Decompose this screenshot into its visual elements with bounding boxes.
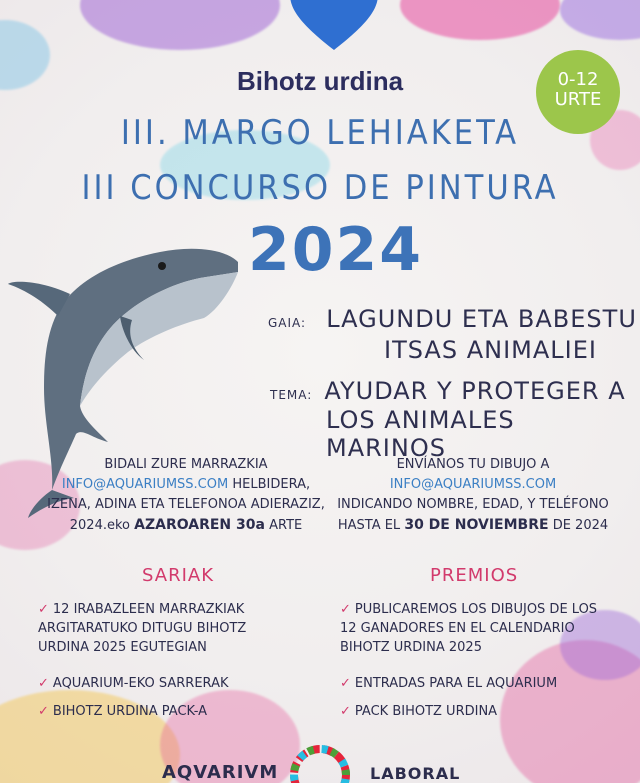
prize-basque-3: [38, 702, 288, 721]
check-icon: ✓: [38, 602, 49, 617]
paint-splatter: [80, 0, 280, 50]
submission-spanish-deadline-suffix: DE 2024: [552, 518, 609, 533]
prize-basque-1-text: 12 IRABAZLEEN MARRAZKIAK ARGITARATUKO DITUGU BIHOTZ URDINA 2025 EGUTEGIAN: [38, 602, 247, 655]
theme-spanish: [270, 377, 626, 405]
submission-basque-email[interactable]: INFO@AQUARIUMSS.COM: [61, 477, 229, 492]
check-icon: ✓: [340, 602, 351, 617]
heart-icon: [288, 0, 380, 52]
submission-basque-line3: IZENA, ADINA ETA TELEFONOA ADIERAZIZ,: [47, 497, 325, 512]
contest-year: 2024: [248, 215, 423, 285]
theme-spanish-line2: [326, 406, 640, 462]
check-icon: ✓: [38, 704, 49, 719]
prize-spanish-2: [340, 674, 610, 693]
submission-spanish-line3: INDICANDO NOMBRE, EDAD, Y TELÉFONO: [337, 497, 609, 512]
submission-basque-deadline: AZAROAREN 30a: [134, 517, 265, 533]
check-icon: ✓: [38, 676, 49, 691]
theme-basque-text-2: ITSAS ANIMALIEI: [384, 336, 597, 364]
submission-basque-deadline-prefix: 2024.eko: [69, 518, 130, 533]
prize-basque-3-text: BIHOTZ URDINA PACK-A: [52, 704, 207, 719]
prize-spanish-3-text: PACK BIHOTZ URDINA: [354, 704, 498, 719]
submission-basque-line1: BIDALI ZURE MARRAZKIA: [104, 457, 268, 472]
prize-spanish-2-text: ENTRADAS PARA EL AQUARIUM: [354, 676, 558, 691]
submission-spanish-deadline-prefix: HASTA EL: [337, 518, 401, 533]
theme-basque-label: GAIA:: [268, 316, 307, 330]
theme-basque-text-1: LAGUNDU ETA BABESTU: [326, 305, 637, 333]
submission-spanish: [336, 455, 610, 536]
prize-spanish-1-text: PUBLICAREMOS LOS DIBUJOS DE LOS 12 GANADORES EN EL CALENDARIO BIHOTZ URDINA 2025: [340, 602, 598, 655]
submission-basque-deadline-suffix: ARTE: [269, 518, 303, 533]
laboral-logo: LABORAL: [370, 764, 461, 783]
paint-splatter: [560, 0, 640, 40]
prizes-basque-title: SARIAK: [142, 565, 215, 586]
theme-spanish-label: TEMA:: [270, 388, 313, 402]
theme-spanish-text-1: AYUDAR Y PROTEGER A: [324, 377, 626, 405]
submission-spanish-email[interactable]: INFO@AQUARIUMSS.COM: [389, 477, 557, 492]
sdg-wheel-icon: [290, 745, 350, 783]
headline-spanish: III CONCURSO DE PINTURA: [81, 168, 559, 208]
theme-basque-line2: [384, 336, 597, 364]
age-badge-unit: URTE: [554, 89, 602, 110]
prizes-spanish-title: PREMIOS: [430, 565, 519, 586]
submission-basque-line2: HELBIDERA,: [232, 477, 311, 492]
theme-spanish-text-2: LOS ANIMALES MARINOS: [326, 406, 515, 462]
submission-basque: [40, 455, 332, 536]
paint-splatter: [400, 0, 560, 40]
prize-basque-2-text: AQUARIUM-EKO SARRERAK: [52, 676, 229, 691]
prize-basque-2: [38, 674, 288, 693]
prize-basque-1: [38, 600, 288, 657]
campaign-title: Bihotz urdina: [236, 66, 404, 96]
check-icon: ✓: [340, 704, 351, 719]
submission-spanish-deadline: 30 DE NOVIEMBRE: [404, 517, 549, 533]
theme-basque: [268, 305, 637, 333]
check-icon: ✓: [340, 676, 351, 691]
prize-spanish-1: [340, 600, 610, 657]
aquarium-logo: AQVARIVM: [162, 762, 279, 783]
submission-spanish-line1: ENVÍANOS TU DIBUJO A: [396, 457, 550, 472]
prize-spanish-3: [340, 702, 610, 721]
headline-basque: III. MARGO LEHIAKETA: [120, 113, 520, 153]
age-badge-range: 0-12: [557, 69, 599, 90]
